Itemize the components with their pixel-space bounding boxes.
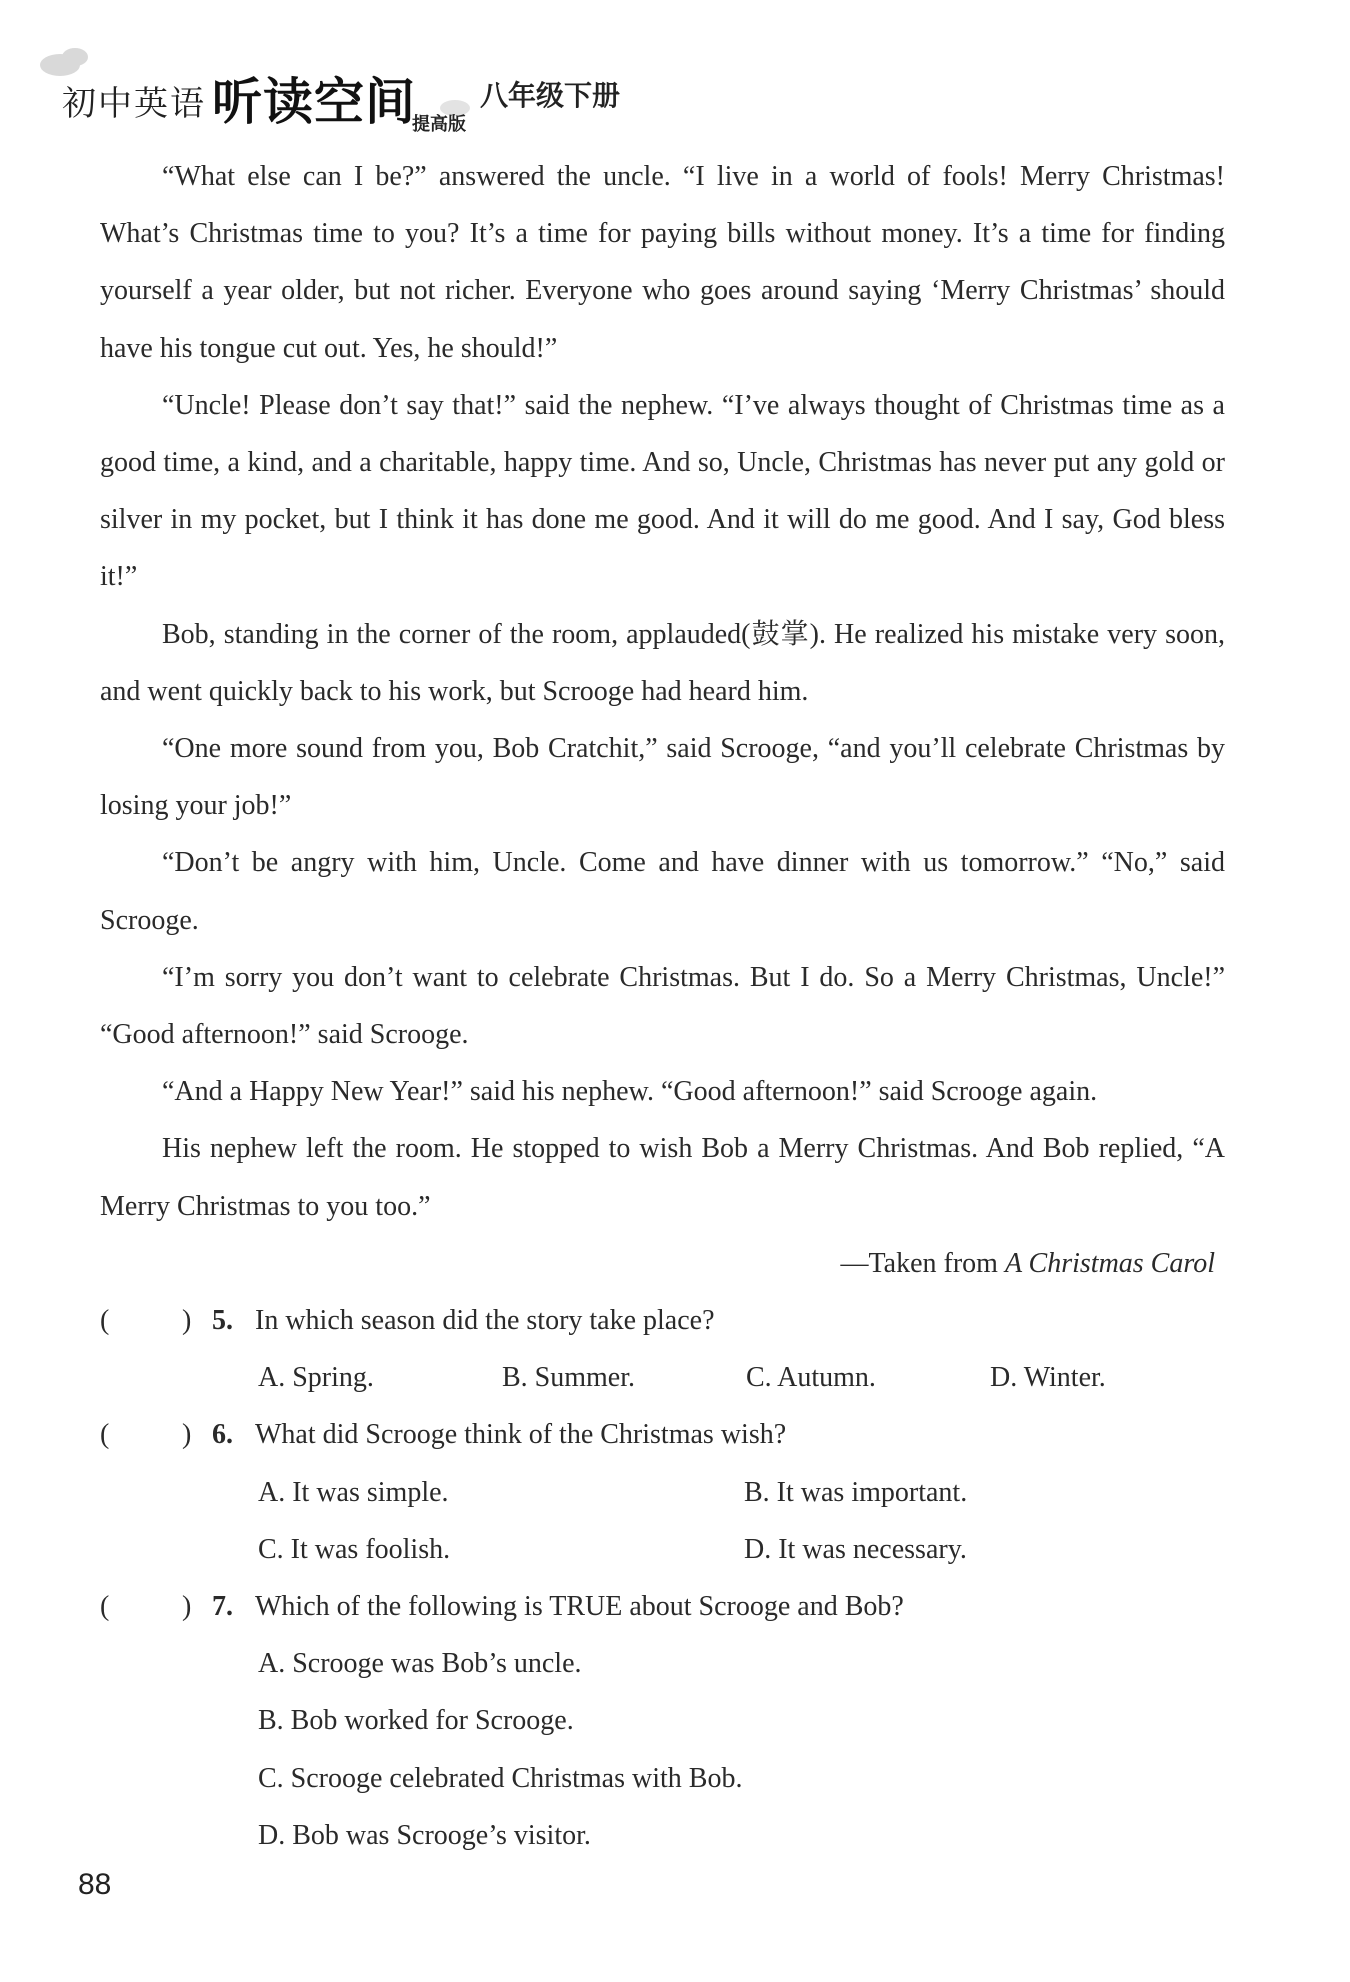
option-d[interactable]: D. Winter. <box>990 1362 1106 1394</box>
edition-label: 提高版 <box>412 114 466 135</box>
option-a[interactable]: A. It was simple. <box>258 1476 449 1508</box>
grade-label: 八年级下册 <box>480 79 621 112</box>
reading-content <box>100 148 1225 1864</box>
cloud-decoration-small <box>62 48 88 66</box>
option-d[interactable]: D. Bob was Scrooge’s visitor. <box>258 1819 591 1851</box>
story-paragraph: “What else can I be?” answered the uncle. “I live in a world of fools! Merry Christmas! What’s Christmas time to you? It’s a time for paying bills without money. It’s a time for finding yourself a year older, but not richer. Everyone who goes around saying ‘Merry Christmas’ should have his tongue cut out. Yes, he should!” <box>100 161 1225 364</box>
option-a[interactable]: A. Spring. <box>258 1362 374 1394</box>
answer-paren-right: ) <box>182 1305 192 1337</box>
brand-logo: 听读空间 <box>212 73 416 131</box>
story-paragraph: Bob, standing in the corner of the room, applauded(鼓掌). He realized his mistake very soon, and went quickly back to his work, but Scrooge had heard him. <box>100 618 1225 707</box>
page-number: 88 <box>78 1868 112 1901</box>
question-5 <box>100 1292 1225 1349</box>
story-paragraph: “Uncle! Please don’t say that!” said the nephew. “I’ve always thought of Christmas time as a good time, a kind, and a charitable, happy time. And so, Uncle, Christmas has never put any gold or silver in my pocket, but I think it has done me good. And it will do me good. And I say, God bless it!” <box>100 389 1225 593</box>
answer-paren-left[interactable]: ( <box>100 1305 110 1337</box>
answer-paren-left[interactable]: ( <box>100 1591 110 1622</box>
question-6 <box>100 1406 1225 1463</box>
option-b[interactable]: B. Bob worked for Scrooge. <box>258 1705 574 1737</box>
option-d[interactable]: D. It was necessary. <box>744 1533 967 1565</box>
options-row <box>100 1635 1225 1692</box>
story-paragraph: His nephew left the room. He stopped to wish Bob a Merry Christmas. And Bob replied, “A Merry Christmas to you too.” <box>100 1133 1225 1222</box>
options-row <box>100 1464 1225 1521</box>
option-c[interactable]: C. Autumn. <box>746 1362 876 1394</box>
option-a[interactable]: A. Scrooge was Bob’s uncle. <box>258 1648 582 1680</box>
story-paragraph: “I’m sorry you don’t want to celebrate Christmas. But I do. So a Merry Christmas, Uncle!” “Good afternoon!” said Scrooge. <box>100 961 1225 1051</box>
source-citation <box>100 1235 1225 1292</box>
series-title: 初中英语 <box>62 84 206 124</box>
answer-paren-right: ) <box>182 1591 192 1622</box>
question-number: 7. <box>212 1591 233 1622</box>
question-text: Which of the following is TRUE about Scrooge and Bob? <box>255 1591 904 1622</box>
page-header <box>40 40 680 135</box>
question-number: 6. <box>212 1419 233 1451</box>
option-b[interactable]: B. It was important. <box>744 1476 968 1508</box>
option-b[interactable]: B. Summer. <box>502 1362 636 1394</box>
options-row <box>100 1750 1225 1807</box>
option-c[interactable]: C. Scrooge celebrated Christmas with Bob. <box>258 1762 743 1794</box>
question-number: 5. <box>212 1305 233 1337</box>
source-title: A Christmas Carol <box>1004 1247 1215 1279</box>
story-paragraph: “Don’t be angry with him, Uncle. Come and have dinner with us tomorrow.” “No,” said Scrooge. <box>100 847 1225 936</box>
story-paragraph: “One more sound from you, Bob Cratchit,” said Scrooge, “and you’ll celebrate Christmas by losing your job!” <box>100 733 1225 822</box>
options-row <box>100 1807 1225 1864</box>
answer-paren-right: ) <box>182 1419 192 1451</box>
story-paragraph: “And a Happy New Year!” said his nephew. “Good afternoon!” said Scrooge again. <box>162 1076 1098 1108</box>
options-row <box>100 1521 1225 1578</box>
options-row <box>100 1692 1225 1749</box>
question-text: What did Scrooge think of the Christmas wish? <box>255 1419 787 1451</box>
question-7 <box>100 1578 1225 1635</box>
option-c[interactable]: C. It was foolish. <box>258 1533 451 1565</box>
question-text: In which season did the story take place? <box>255 1305 715 1337</box>
source-prefix: —Taken from <box>840 1247 1005 1279</box>
options-row <box>100 1349 1225 1406</box>
answer-paren-left[interactable]: ( <box>100 1419 110 1451</box>
